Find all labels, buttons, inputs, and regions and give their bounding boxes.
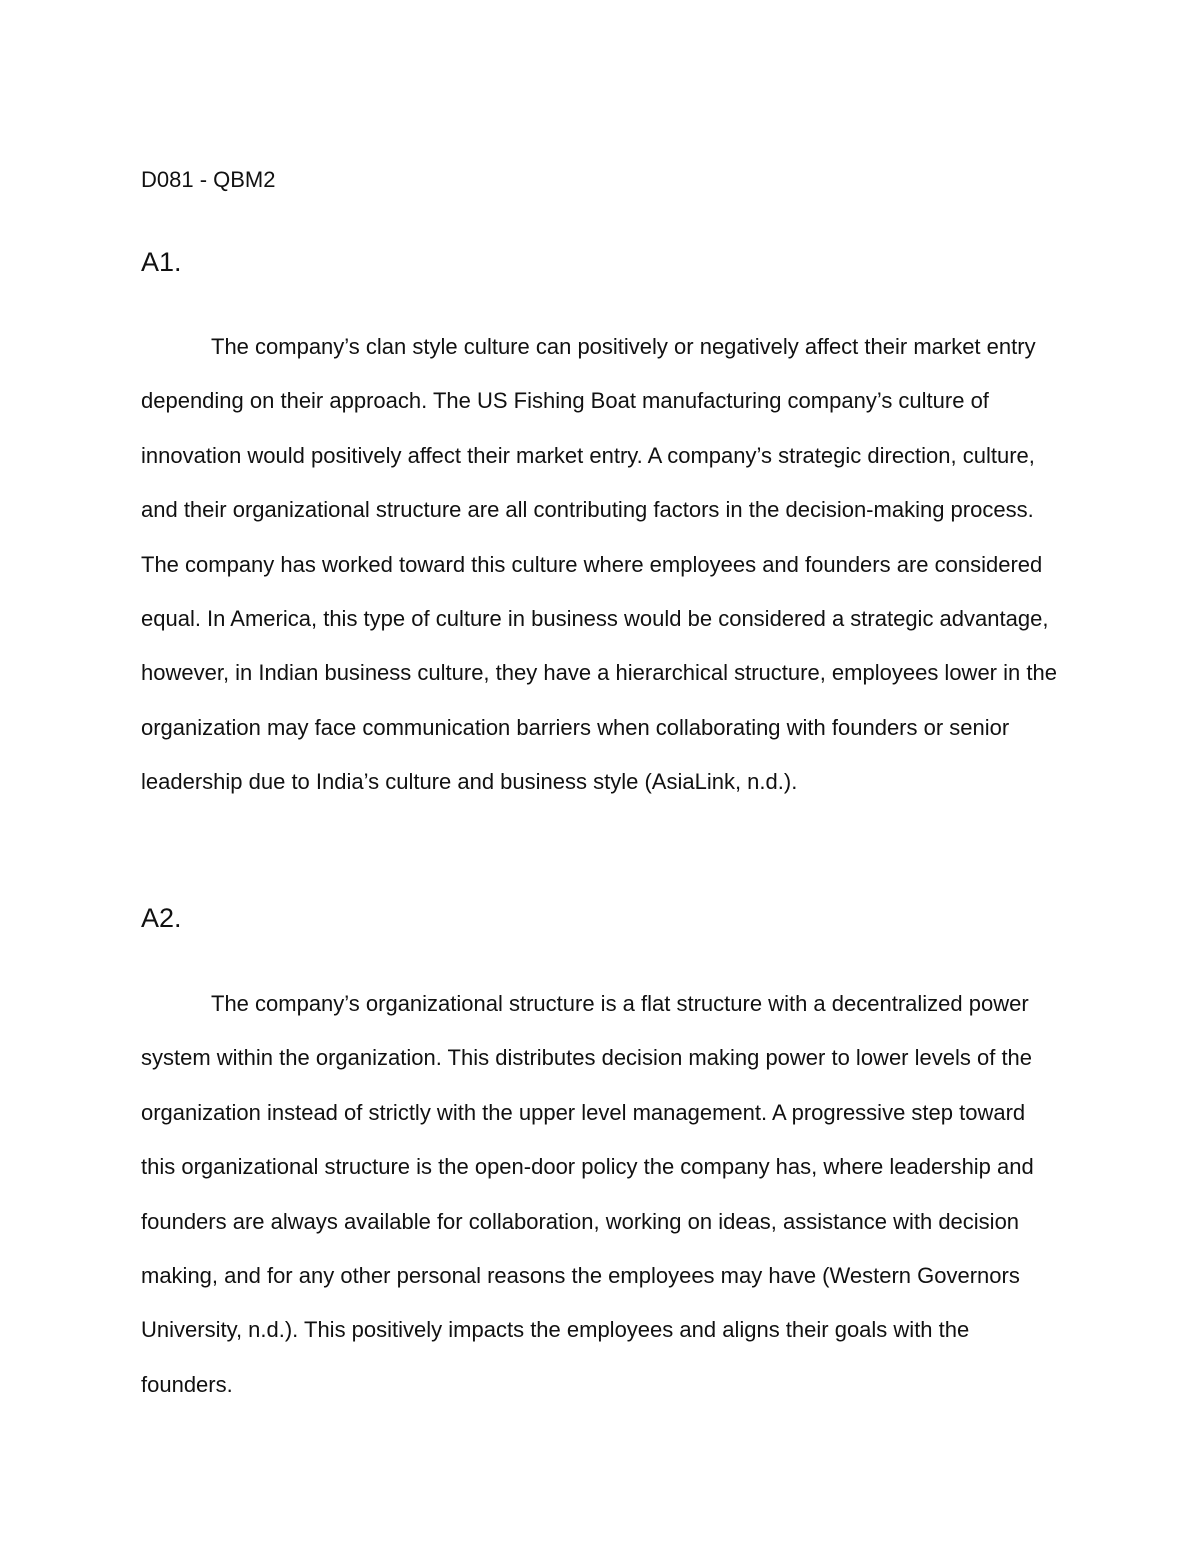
section-paragraph-a2: The company’s organizational structure is a flat structure with a decentralized power system within the organization. This distributes decision making power to lower levels of the organization instead of strictly with the upper level management. A progressive step toward this organizational structure is the open-door policy the company has, where leadership and founders are always available for collaboration, working on ideas, assistance with decision making, and for any other personal reasons the employees may have (Western Governors University, n.d.). This positively impacts the employees and aligns their goals with the founders.	[141, 991, 1034, 1397]
section-paragraph-a1: The company’s clan style culture can positively or negatively affect their market entry depending on their approach. The US Fishing Boat manufacturing company’s culture of innovation would positively affect their market entry. A company’s strategic direction, culture, and their organizational structure are all contributing factors in the decision-making process. The company has worked toward this culture where employees and founders are considered equal. In America, this type of culture in business would be considered a strategic advantage, however, in Indian business culture, they have a hierarchical structure, employees lower in the organization may face communication barriers when collaborating with founders or senior leadership due to India’s culture and business style (AsiaLink, n.d.).	[141, 334, 1057, 795]
section-heading-a1: A1.	[141, 247, 182, 277]
section-heading-a2: A2.	[141, 903, 182, 933]
document-title: D081 - QBM2	[141, 167, 276, 192]
